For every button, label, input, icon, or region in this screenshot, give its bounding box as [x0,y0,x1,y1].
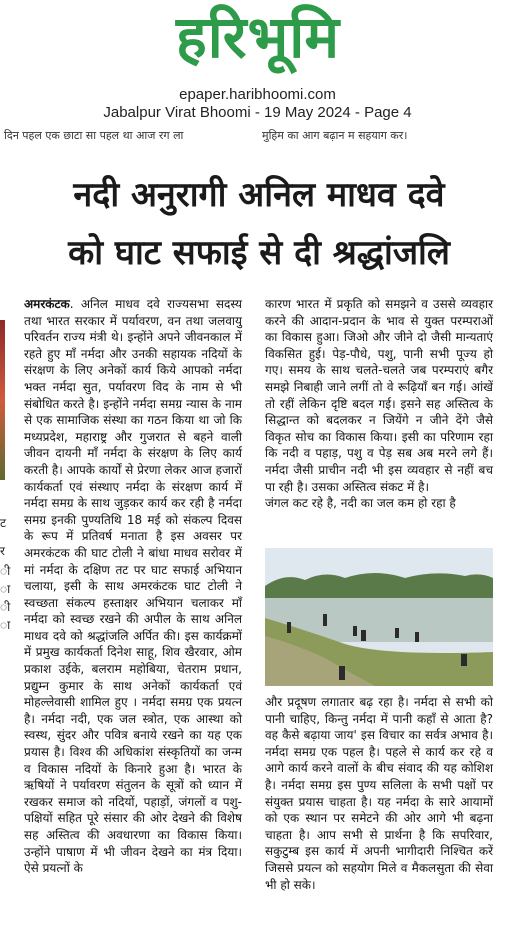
edge-char: ा [0,582,11,596]
dateline: अमरकंटक [24,297,70,311]
left-edge-image-fragment [0,320,5,480]
clipped-text-right: मुहिम का आग बढ़ान म सहयाग कर। [262,129,408,142]
edition-line: Jabalpur Virat Bhoomi - 19 May 2024 - Page 4 [103,104,412,121]
edge-char: र [0,544,5,558]
edge-char: ी [0,600,11,614]
ghat-cleaning-photo [265,548,493,686]
article-column-left [24,296,242,877]
article-paragraph [24,296,242,877]
right-column-top-tail: जंगल कट रहे है, नदी का जल कम हो रहा है [265,496,456,511]
article-column-right-top [265,296,493,512]
masthead [0,0,515,121]
article-photo [265,548,493,686]
right-column-bottom-text: और प्रदूषण लगातार बढ़ रहा है। नर्मदा से सभी को पानी चाहिए, किन्तु नर्मदा में पानी कहाँ से आता है? वह कैसे बढ़ाया जाय' इस विचार का सर्वत्र अभाव है। नर्मदा समग्र एक पहल है। पहले से कार्य कर रहे व आगे कार्य करने वालों के बीच संवाद की यह कोशिश है। नर्मदा समग्र इस पुण्य सलिला के सभी पक्षों पर संयुक्त प्रयास चाहता है। यह नर्मदा के सारे आयामों को एक स्थान पर समेटने की ओर आगे भी बढ़ना चाहता है। आप सभी से प्रार्थना है कि सपरिवार, सकुटुम्ब इस कार्य में अपनी भागीदारी निश्चित करें जिससे प्रयत्न को सहयोग मिले व मैकलसुता की सेवा भी हो सके। [265,695,493,892]
edge-char: ी [0,564,11,578]
article-column-right-bottom [265,694,493,893]
headline-line-1: नदी अनुरागी अनिल माधव दवे [73,175,445,215]
clipped-text-left: दिन पहल एक छाटा सा पहल था आज रग ला [4,129,184,142]
epaper-url[interactable]: epaper.haribhoomi.com [179,86,336,103]
clipped-previous-text [0,125,515,147]
left-column-text: . अनिल माधव दवे राज्यसभा सदस्य तथा भारत सरकार में पर्यावरण, वन तथा जलवायु परिवर्तन राज्य मंत्री थे। इन्होंने अपने जीवनकाल में रहते हुए माँ नर्मदा और उनकी सहायक नदियों के संरक्षण के लिए अनेकों कार्य किये आपको नर्मदा भक्त नर्मदा सुत, पर्यावरण विद के नाम से भी संबोधित करते है। इन्होंने नर्मदा समग्र न्यास के नाम से एक सामाजिक संस्था का गठन किया था जो कि मध्यप्रदेश, महाराष्ट्र और गुजरात से बहने वाली जीवन दायनी माँ नर्मदा के संरक्षण के लिए कार्य करती है। आपके कार्यों से प्रेरणा लेकर आज हजारों कार्यकर्ता एवं संस्थाए नर्मदा के संरक्षण कार्य में नर्मदा समग्र के साथ जुड़कर कार्य कर रही है नर्मदा समग्र इनकी पुण्यतिथि 18 मई को संकल्प दिवस के रूप में प्रतिवर्ष मनाता है इस अवसर पर अमरकंटक की घाट टोली ने बांधा माधव सरोवर में मां नर्मदा के दक्षिण तट पर घाट सफाई अभियान चलाया, इसी के साथ अमरकंटक घाट टोली ने स्वच्छता संकल्प हस्ताक्षर अभियान चलाकर माँ नर्मदा को स्वच्छ रखने की अपील के साथ अनिल माधव दवे को श्रद्धांजलि अर्पित की। इस कार्यक्रमों में प्रमुख कार्यकर्ता दिनेश साहू, शिव खैरवार, ओम प्रकाश उईके, बलराम महोबिया, चेतराम प्रधान, प्रद्युम्न कुमार के साथ अनेकों कार्यकर्ता एवं मोहल्लेवासी शामिल हुए । नर्मदा समग्र एक प्रयत्न है। नर्मदा नदी, एक जल स्त्रोत, एक आस्था को स्वस्थ, सुंदर और पवित्र बनाये रखने का यह एक प्रयास है। विश्व की अधिकांश संस्कृतियों का जन्म व विकास नदियों के किनारे हुआ है। भारत के ऋषियों ने पर्यावरण संतुलन के सूत्रों को ध्यान में रखकर समाज को नदियों, पहाड़ों, जंगलों व पशु-पक्षियों सहित पूरे संसार की ओर देखने की विशेष सह अस्तित्व की अवधारणा का विकास किया। उन्होंने पाषाण में भी जीवन देखने का मंत्र दिया। ऐसे प्रयत्नों के [24,297,242,876]
left-edge-strip [0,320,14,660]
right-column-top-text: कारण भारत में प्रकृति को समझने व उससे व्यवहार करने की आदान-प्रदान के भाव से युक्त परम्पराओं का विकास हुआ। जिओ और जीने दो जैसी मान्यताएं विकसित हुई। पेड़-पौधे, पशु, पानी सभी पूज्य हो गए। समय के साथ चलते-चलते जब परम्पराएं बगैर समझे निबाही जाने लगीं तो वे रूढ़ियाँ बन गई। आंखें तो रहीं लेकिन दृष्टि बदल गई। इसने सह अस्तित्व के सिद्धान्त को बदलकर न जियेंगे न जीने देंगे जैसे विकृत सोच का विकास किया। इसी का परिणाम रहा कि नदी व पहाड़, पशु व पेड़ सब अब मरने लगे हैं। नर्मदा जैसी प्राचीन नदी भी इस व्यवहार से नहीं बच पा रही है। उसका अस्तित्व संकट में है। [265,297,493,494]
edge-char: ट [0,516,7,530]
newspaper-logo: हरिभूमि [175,3,341,71]
article-headline [15,166,503,282]
headline-line-2: को घाट सफाई से दी श्रद्धांजलि [68,233,450,273]
edge-char: ा [0,618,11,632]
